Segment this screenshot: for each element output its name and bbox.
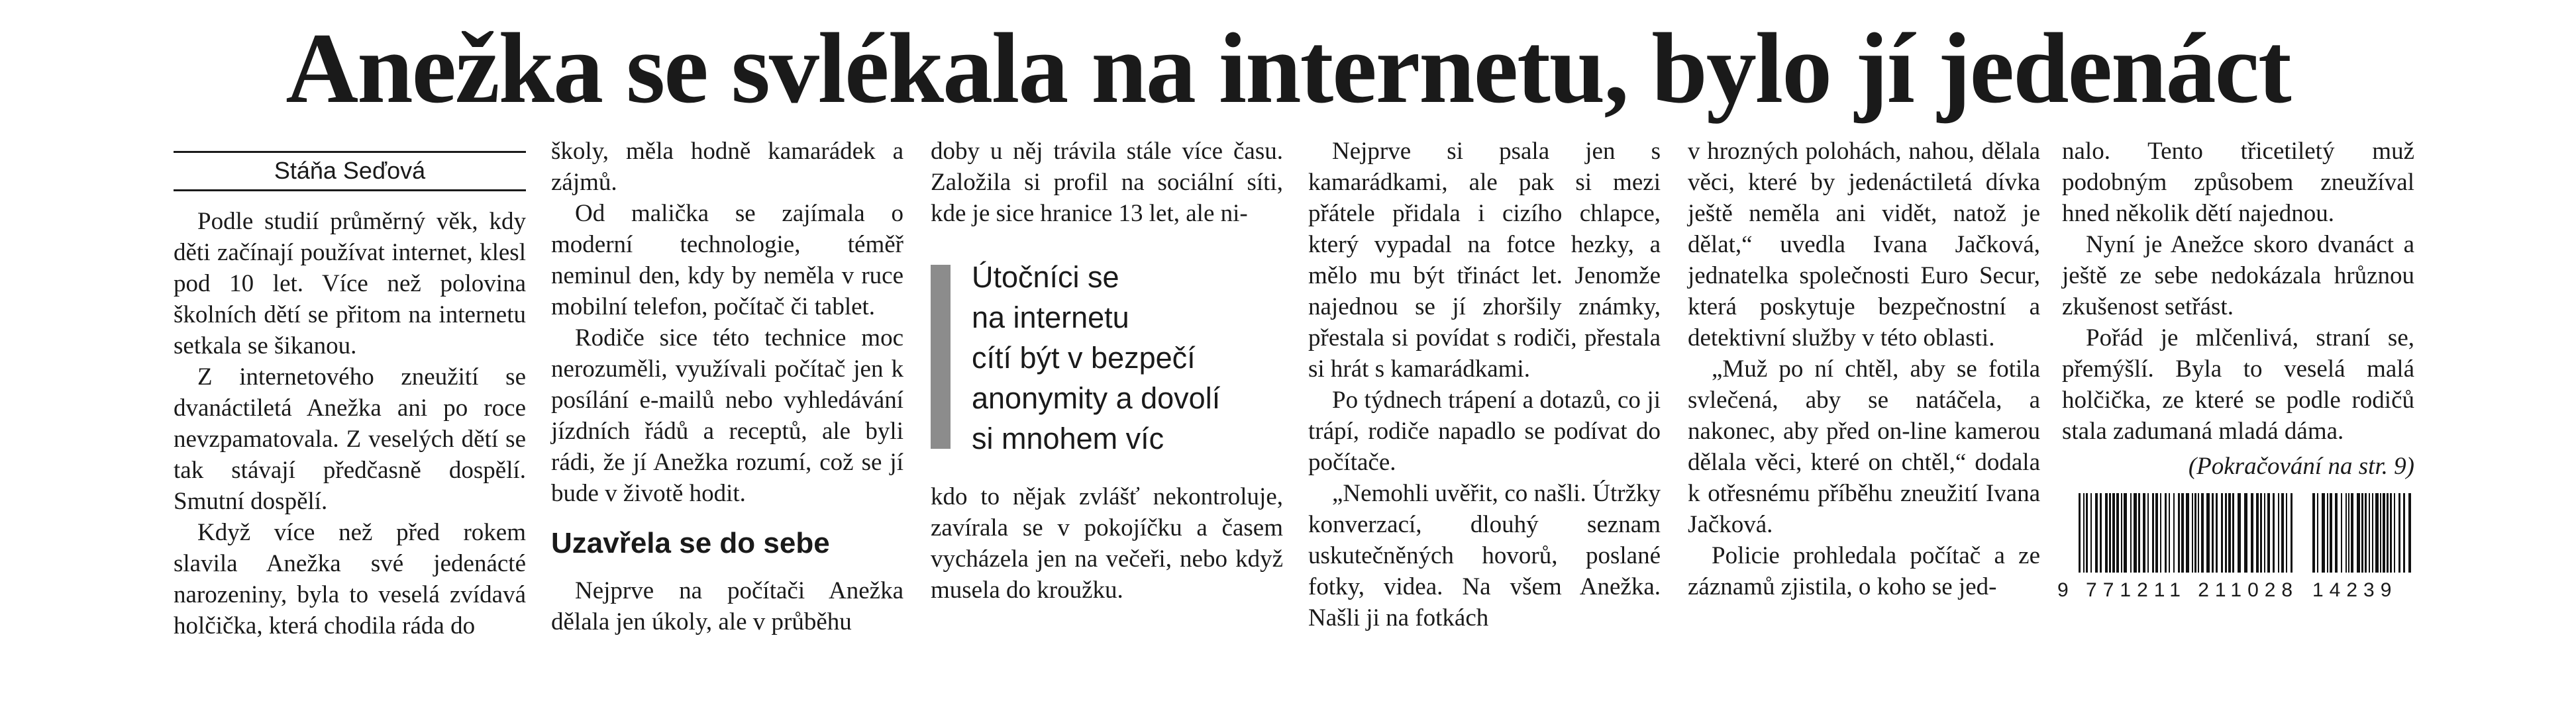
barcode-bar — [2221, 493, 2223, 573]
article-column-6 — [2062, 136, 2414, 482]
paragraph: „Nemohli uvěřit, co našli. Útržky konverzací, dlouhý seznam uskutečněných hovorů, poslané fotky, videa. Na všem Anežka. Našli ji na fotkách — [1308, 480, 1661, 631]
barcode-bar — [2160, 493, 2161, 573]
barcode-bar — [2390, 493, 2392, 573]
barcode-bar — [2194, 493, 2196, 573]
barcode-addon-number: 14239 — [2312, 579, 2398, 601]
barcode-bar — [2100, 493, 2102, 573]
barcode-bar — [2116, 493, 2119, 573]
barcode-bar — [2181, 493, 2184, 573]
article-column-4 — [1308, 136, 1661, 633]
pull-quote-line: Útočníci se — [972, 260, 1119, 294]
paragraph: „Muž po ní chtěl, aby se fotila svlečená, aby se natáčela, a nakonec, aby před on-line kamerou dělala věci, které on chtěl,“ dodala k otřesnému příběhu zneužití Ivana Jačková. — [1688, 355, 2040, 538]
barcode-bar — [2155, 493, 2158, 573]
barcode-bar — [2079, 493, 2081, 573]
barcode-bar — [2121, 493, 2122, 573]
barcode-bar — [2394, 493, 2395, 573]
article-column-3-bottom — [931, 481, 1283, 606]
barcode-bar — [2134, 493, 2137, 573]
barcode-bar — [2086, 493, 2088, 573]
barcode-bar — [2345, 493, 2347, 573]
barcode-bar — [2278, 493, 2279, 573]
author-name: Stáňa Seďová — [274, 157, 426, 184]
barcode-bar — [2083, 493, 2085, 573]
barcode-bar — [2322, 493, 2325, 573]
barcode-bar — [2273, 493, 2275, 573]
barcode-bar — [2228, 493, 2231, 573]
pull-quote-bar — [931, 265, 951, 449]
barcode-bar — [2403, 493, 2405, 573]
barcode-bar — [2335, 493, 2338, 573]
barcode-bar — [2192, 493, 2193, 573]
pull-quote-line: cítí být v bezpečí — [972, 341, 1196, 375]
pull-quote-text — [972, 257, 1303, 459]
article-column-5 — [1688, 136, 2040, 602]
barcode-bar — [2365, 493, 2367, 573]
barcode-bar — [2351, 493, 2353, 573]
pull-quote — [931, 257, 1302, 455]
barcode-bar — [2251, 493, 2253, 573]
barcode-bar — [2112, 493, 2115, 573]
paragraph: kdo to nějak zvlášť nekontroluje, zavírala se v pokojíčku a časem vycházela jen na večeři, nebo když musela do kroužku. — [931, 483, 1283, 604]
continuation-note: (Pokračování na str. 9) — [2188, 453, 2414, 480]
paragraph: Nejprve na počítači Anežka dělala jen úkoly, ale v průběhu — [551, 577, 903, 635]
article-column-3-top — [931, 136, 1283, 229]
barcode-bar — [2341, 493, 2342, 573]
barcode-number: 9 771211 211028 — [2057, 579, 2299, 601]
paragraph: v hrozných polohách, nahou, dělala věci, které by jedenáctiletá dívka ještě neměla ani vidět, natož je dělat,“ uvedla Ivana Jačková, jednatelka společnosti Euro Secur, která poskytuje bezpečnostní a detektivní služby v této oblasti. — [1688, 138, 2040, 351]
paragraph: Po týdnech trápení a dotazů, co ji trápí, rodiče napadlo se podívat do počítače. — [1308, 387, 1661, 476]
barcode-bar — [2317, 493, 2318, 573]
barcode-bar — [2357, 493, 2360, 573]
barcode-bar — [2090, 493, 2092, 573]
paragraph: Pořád je mlčenlivá, straní se, přemýšlí. Byla to veselá malá holčička, ze které se podle rodičů stala zadumaná mladá dáma. — [2062, 324, 2414, 445]
barcode-bar — [2147, 493, 2149, 573]
paragraph: Podle studií průměrný věk, kdy děti začínají používat internet, klesl pod 10 let. Více než polovina školních dětí se přitom na internetu setkala se šikanou. — [174, 208, 526, 359]
barcode-bar — [2361, 493, 2363, 573]
barcode — [2057, 493, 2415, 619]
barcode-bar — [2244, 493, 2247, 573]
barcode-bar — [2109, 493, 2111, 573]
barcode-bar — [2383, 493, 2385, 573]
barcode-bar — [2260, 493, 2262, 573]
pull-quote-line: si mnohem víc — [972, 422, 1164, 455]
barcode-bar — [2281, 493, 2284, 573]
paragraph: Když více než před rokem slavila Anežka své jedenácté narozeniny, byla to veselá zvídavá holčička, která chodila ráda do — [174, 519, 526, 639]
barcode-bar — [2130, 493, 2132, 573]
article-column-2 — [551, 136, 903, 637]
subheading: Uzavřela se do sebe — [551, 527, 830, 559]
paragraph: školy, měla hodně kamarádek a zájmů. — [551, 138, 903, 196]
barcode-bar — [2173, 493, 2175, 573]
barcode-bar — [2267, 493, 2270, 573]
barcode-bar — [2348, 493, 2349, 573]
barcode-bar — [2178, 493, 2180, 573]
headline: Anežka se svlékala na internetu, bylo jí jedenáct — [285, 13, 2291, 124]
barcode-bar — [2291, 493, 2293, 573]
barcode-bar — [2169, 493, 2170, 573]
barcode-bar — [2398, 493, 2400, 573]
barcode-bar — [2380, 493, 2381, 573]
barcode-bar — [2206, 493, 2210, 573]
barcode-bar — [2143, 493, 2145, 573]
barcode-bar — [2408, 493, 2411, 573]
barcode-bar — [2152, 493, 2154, 573]
barcode-bar — [2312, 493, 2315, 573]
paragraph: Policie prohledala počítač a ze záznamů zjistila, o koho se jed- — [1688, 542, 2040, 600]
barcode-bars — [2057, 493, 2415, 579]
byline — [174, 151, 526, 191]
barcode-bar — [2124, 493, 2127, 573]
paragraph: nalo. Tento třicetiletý muž podobným způsobem zneužíval hned několik dětí najednou. — [2062, 138, 2414, 227]
barcode-bar — [2165, 493, 2167, 573]
barcode-bar — [2186, 493, 2189, 573]
paragraph: Nejprve si psala jen s kamarádkami, ale pak si mezi přátele přidala i cizího chlapce, který vypadal na fotce hezky, a mělo mu být třináct let. Jenomže najednou se jí zhoršily známky, přestala si povídat s rodiči, přestala si hrát s kamarádkami. — [1308, 138, 1661, 383]
barcode-bar — [2286, 493, 2287, 573]
barcode-bar — [2095, 493, 2098, 573]
article-column-1 — [174, 140, 526, 641]
barcode-bar — [2327, 493, 2328, 573]
barcode-bar — [2264, 493, 2265, 573]
barcode-bar — [2216, 493, 2218, 573]
paragraph: Nyní je Anežce skoro dvanáct a ještě ze sebe nedokázala hrůznou zkušenost setřást. — [2062, 231, 2414, 320]
barcode-bar — [2212, 493, 2214, 573]
barcode-bar — [2238, 493, 2241, 573]
paragraph: Z internetového zneužití se dvanáctiletá Anežka ani po roce nevzpamatovala. Z veselých dětí se tak stávají předčasně dospělí. Smutní dospělí. — [174, 363, 526, 515]
barcode-bar — [2387, 493, 2389, 573]
barcode-bar — [2138, 493, 2140, 573]
barcode-bar — [2256, 493, 2259, 573]
barcode-bar — [2330, 493, 2332, 573]
barcode-bar — [2375, 493, 2379, 573]
barcode-bar — [2369, 493, 2370, 573]
pull-quote-line: na internetu — [972, 301, 1129, 334]
barcode-bar — [2232, 493, 2234, 573]
paragraph: Rodiče sice této technice moc nerozuměli, využívali počítač jen k posílání e-mailů nebo vyhledávání jízdních řádů a receptů, ale byli rádi, že jí Anežka rozumí, což se jí bude v životě hodit. — [551, 324, 903, 507]
paragraph: Od malička se zajímala o moderní technologie, téměř neminul den, kdy by neměla v ruce mobilní telefon, počítač či tablet. — [551, 200, 903, 320]
barcode-bar — [2201, 493, 2204, 573]
barcode-bar — [2372, 493, 2373, 573]
paragraph: doby u něj trávila stále více času. Založila si profil na sociální síti, kde je sice hranice 13 let, ale ni- — [931, 138, 1283, 227]
barcode-bar — [2105, 493, 2108, 573]
barcode-bar — [2198, 493, 2199, 573]
barcode-bar — [2225, 493, 2227, 573]
pull-quote-line: anonymity a dovolí — [972, 381, 1221, 415]
